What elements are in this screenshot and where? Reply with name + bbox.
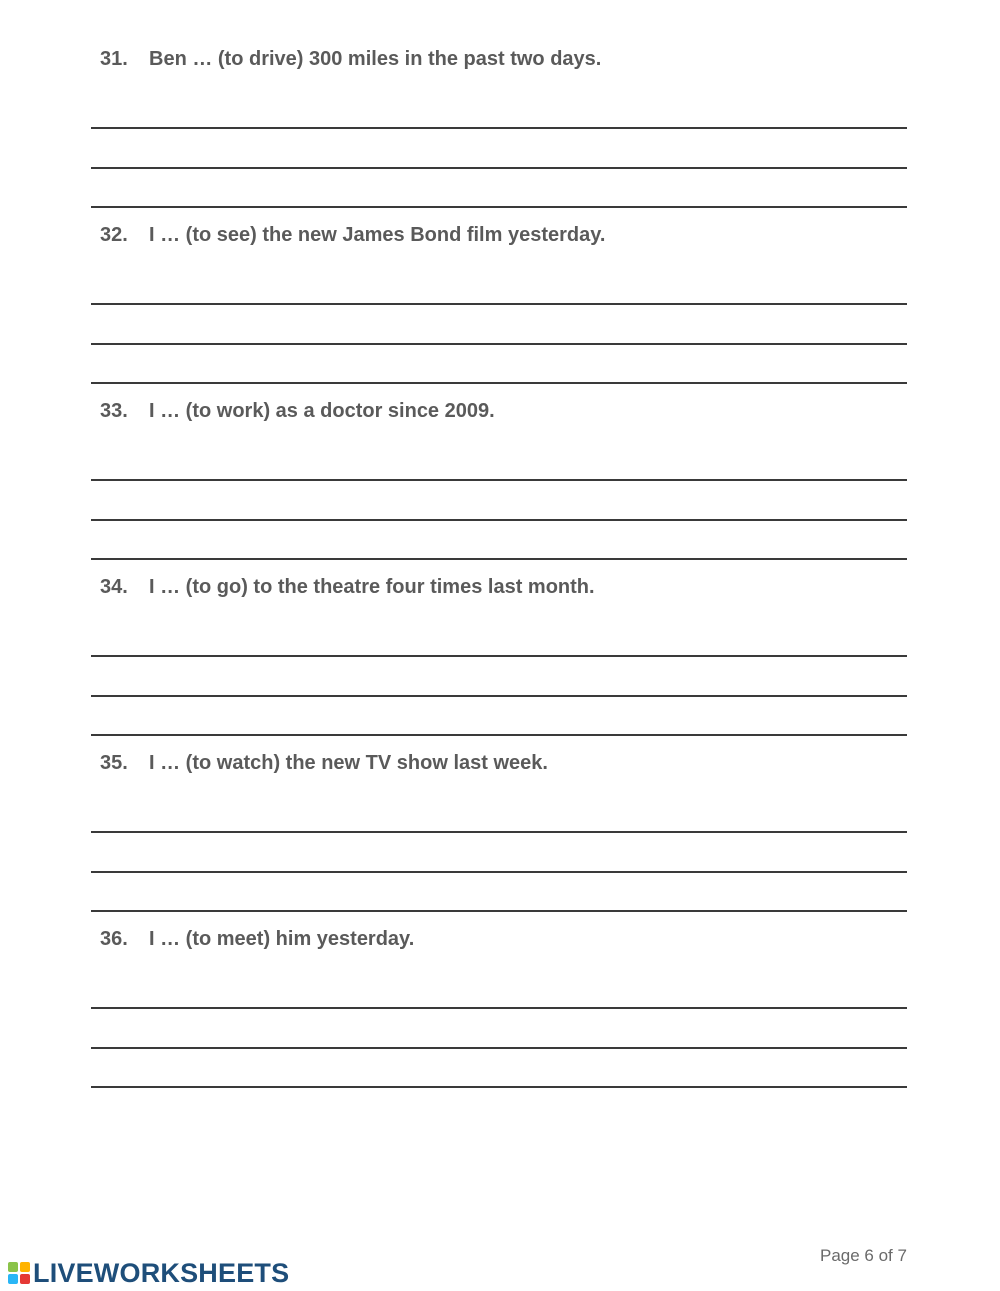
question-prompt: Ben … (to drive) 300 miles in the past two days.	[149, 48, 602, 70]
answer-line[interactable]	[91, 910, 907, 912]
question-text	[100, 928, 414, 951]
question-text	[100, 576, 595, 599]
question-number: 36.	[100, 928, 128, 950]
answer-line[interactable]	[91, 303, 907, 305]
question-prompt: I … (to go) to the theatre four times last month.	[149, 576, 595, 598]
question-prompt: I … (to watch) the new TV show last week.	[149, 752, 548, 774]
answer-line[interactable]	[91, 127, 907, 129]
answer-line[interactable]	[91, 1007, 907, 1009]
answer-line[interactable]	[91, 695, 907, 697]
question-number: 32.	[100, 224, 128, 246]
answer-line[interactable]	[91, 519, 907, 521]
question-34	[0, 576, 1000, 752]
answer-line[interactable]	[91, 1047, 907, 1049]
brand-logo[interactable]	[8, 1258, 289, 1288]
question-text	[100, 400, 495, 423]
question-text	[100, 224, 605, 247]
question-31	[0, 48, 1000, 224]
page-number: Page 6 of 7	[820, 1246, 907, 1265]
answer-line[interactable]	[91, 167, 907, 169]
answer-line[interactable]	[91, 1086, 907, 1088]
logo-tile	[8, 1274, 18, 1284]
question-number: 35.	[100, 752, 128, 774]
question-text	[100, 752, 548, 775]
answer-line[interactable]	[91, 558, 907, 560]
logo-tile	[8, 1262, 18, 1272]
logo-tile	[20, 1262, 30, 1272]
question-35	[0, 752, 1000, 928]
answer-line[interactable]	[91, 734, 907, 736]
liveworksheets-logo-icon	[8, 1262, 30, 1284]
answer-line[interactable]	[91, 871, 907, 873]
question-prompt: I … (to see) the new James Bond film yesterday.	[149, 224, 606, 246]
question-prompt: I … (to meet) him yesterday.	[149, 928, 415, 950]
answer-line[interactable]	[91, 206, 907, 208]
logo-tile	[20, 1274, 30, 1284]
question-number: 31.	[100, 48, 128, 70]
answer-line[interactable]	[91, 382, 907, 384]
answer-line[interactable]	[91, 343, 907, 345]
answer-line[interactable]	[91, 479, 907, 481]
answer-line[interactable]	[91, 655, 907, 657]
brand-name: LIVEWORKSHEETS	[33, 1257, 290, 1288]
question-text	[100, 48, 601, 71]
question-prompt: I … (to work) as a doctor since 2009.	[149, 400, 495, 422]
question-33	[0, 400, 1000, 576]
answer-line[interactable]	[91, 831, 907, 833]
question-36	[0, 928, 1000, 1104]
question-32	[0, 224, 1000, 400]
question-number: 34.	[100, 576, 128, 598]
question-number: 33.	[100, 400, 128, 422]
